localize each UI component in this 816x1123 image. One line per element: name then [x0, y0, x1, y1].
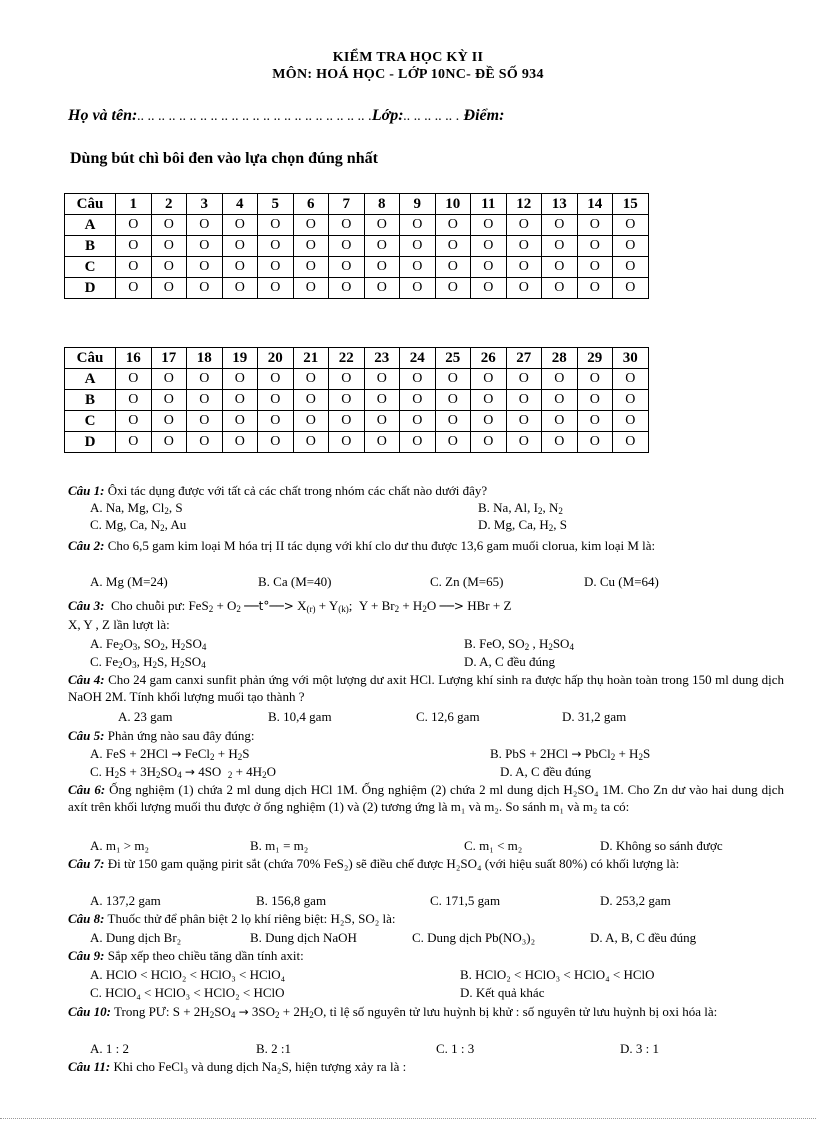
q8-option-d[interactable]: D. A, B, C đều đúng — [590, 930, 697, 945]
answer-bubble-q25-d[interactable]: O — [435, 432, 471, 453]
answer-bubble-q5-c[interactable]: O — [258, 257, 294, 278]
class-label: Lớp: — [371, 107, 404, 124]
answer-bubble-q6-d[interactable]: O — [293, 278, 329, 299]
answer-bubble-q26-d[interactable]: O — [471, 432, 507, 453]
answer-bubble-q7-c[interactable]: O — [329, 257, 365, 278]
answer-bubble-q19-d[interactable]: O — [222, 432, 258, 453]
exam-subtitle: MÔN: HOÁ HỌC - LỚP 10NC- ĐỀ SỐ 934 — [272, 67, 544, 82]
question-number-header: 5 — [258, 194, 294, 215]
answer-bubble-q10-d[interactable]: O — [435, 278, 471, 299]
answer-bubble-q22-c[interactable]: O — [329, 411, 365, 432]
answer-bubble-q25-c[interactable]: O — [435, 411, 471, 432]
question-4 — [68, 671, 784, 705]
answer-bubble-q28-a[interactable]: O — [542, 369, 578, 390]
question-number-header: 30 — [613, 348, 649, 369]
answer-bubble-q14-b[interactable]: O — [577, 236, 613, 257]
question-label: Câu 2: — [68, 538, 105, 553]
answer-bubble-q8-d[interactable]: O — [364, 278, 400, 299]
answer-bubble-q5-b[interactable]: O — [258, 236, 294, 257]
question-2 — [68, 537, 784, 554]
q5-option-d[interactable]: D. A, C đều đúng — [500, 764, 591, 779]
answer-bubble-q12-b[interactable]: O — [506, 236, 542, 257]
answer-bubble-q8-b[interactable]: O — [364, 236, 400, 257]
answer-bubble-q21-a[interactable]: O — [293, 369, 329, 390]
answer-bubble-q4-c[interactable]: O — [222, 257, 258, 278]
q4-option-c[interactable]: C. 12,6 gam — [416, 709, 480, 724]
answer-bubble-q8-c[interactable]: O — [364, 257, 400, 278]
question-number-header: 21 — [293, 348, 329, 369]
question-1 — [68, 482, 784, 499]
q3-option-c[interactable]: C. $Fe_2O_3$, $H_2S$, $H_2SO_4$ — [90, 654, 206, 670]
answer-bubble-q7-a[interactable]: O — [329, 215, 365, 236]
answer-bubble-q15-a[interactable]: O — [613, 215, 649, 236]
answer-bubble-q20-c[interactable]: O — [258, 411, 294, 432]
question-text: Phản ứng nào sau đây đúng: — [107, 728, 255, 743]
answer-bubble-q26-b[interactable]: O — [471, 390, 507, 411]
answer-bubble-q10-c[interactable]: O — [435, 257, 471, 278]
answer-bubble-q19-c[interactable]: O — [222, 411, 258, 432]
answer-bubble-q20-a[interactable]: O — [258, 369, 294, 390]
answer-bubble-q27-d[interactable]: O — [506, 432, 542, 453]
answer-bubble-q11-a[interactable]: O — [471, 215, 507, 236]
answer-bubble-q30-a[interactable]: O — [613, 369, 649, 390]
answer-bubble-q26-c[interactable]: O — [471, 411, 507, 432]
answer-bubble-q2-c[interactable]: O — [151, 257, 187, 278]
question-number-header: 12 — [506, 194, 542, 215]
question-number-header: 1 — [116, 194, 152, 215]
answer-bubble-q30-c[interactable]: O — [613, 411, 649, 432]
exam-title: KIỂM TRA HỌC KỲ II — [332, 50, 484, 65]
q9-option-b[interactable]: B. HClO₂ < HClO₃ < HClO₄ < HClO — [460, 967, 655, 982]
answer-bubble-q7-b[interactable]: O — [329, 236, 365, 257]
question-text: , tỉ lệ số nguyên tử lưu huỳnh bị khử : số nguyên tử lưu huỳnh bị oxi hóa là: — [323, 1004, 718, 1019]
answer-bubble-q6-b[interactable]: O — [293, 236, 329, 257]
answer-bubble-q12-c[interactable]: O — [506, 257, 542, 278]
q8-option-c[interactable]: C. Dung dịch Pb(NO₃)₂ — [412, 930, 536, 945]
option-row-label: C — [65, 257, 116, 278]
answer-bubble-q21-d[interactable]: O — [293, 432, 329, 453]
question-number-header: 8 — [364, 194, 400, 215]
question-label: Câu 9: — [68, 948, 105, 963]
answer-bubble-q8-a[interactable]: O — [364, 215, 400, 236]
question-number-header: 15 — [613, 194, 649, 215]
answer-bubble-q29-a[interactable]: O — [577, 369, 613, 390]
answer-bubble-q2-a[interactable]: O — [151, 215, 187, 236]
question-text: Ống nghiệm (1) chứa 2 ml dung dịch HCl 1M. Ống nghiệm (2) chứa 2 ml dung dịch H₂SO₄ 1M. Cho Zn dư vào hai dung dịch axít trên khối lượng muối thu được ở ống nghiệm (1) và (2) tương ứng là m₁ và m₂. So sánh m₁ và m₂ ta có: — [68, 782, 784, 814]
q7-option-d[interactable]: D. 253,2 gam — [600, 893, 671, 908]
question-label: Câu 3: — [68, 598, 105, 613]
q1-option-b[interactable]: B. Na, Al, $I_2$, $N_2$ — [478, 500, 563, 516]
question-number-header: 16 — [116, 348, 152, 369]
q3-option-b[interactable]: B. FeO, $SO_2$ , $H_2SO_4$ — [464, 636, 574, 652]
question-7 — [68, 855, 784, 872]
q1-option-a[interactable]: A. Na, Mg, $Cl_2$, S — [90, 500, 183, 516]
answer-bubble-q11-b[interactable]: O — [471, 236, 507, 257]
question-number-header: 29 — [577, 348, 613, 369]
answer-bubble-q21-b[interactable]: O — [293, 390, 329, 411]
answer-bubble-q3-b[interactable]: O — [187, 236, 223, 257]
q5-option-b[interactable]: B. PbS + 2HCl → PbCl$_2$ + $H_2S$ — [490, 746, 651, 762]
answer-bubble-q25-a[interactable]: O — [435, 369, 471, 390]
answer-bubble-q2-d[interactable]: O — [151, 278, 187, 299]
name-label: Họ và tên: — [68, 107, 138, 124]
question-label: Câu 1: — [68, 483, 105, 498]
question-10: Câu 10: Trong PƯ: $S + 2H_2SO_4 \to 3SO_2 + 2H_2O$, tỉ lệ số nguyên tử lưu huỳnh bị khử : số nguyên tử lưu huỳnh bị oxi hóa là: — [68, 1004, 718, 1020]
answer-bubble-q13-d[interactable]: O — [542, 278, 578, 299]
answer-bubble-q22-a[interactable]: O — [329, 369, 365, 390]
answer-bubble-q9-c[interactable]: O — [400, 257, 436, 278]
question-number-header: 3 — [187, 194, 223, 215]
class-field[interactable]: .. .. .. .. .. . — [403, 109, 460, 124]
answer-bubble-q9-a[interactable]: O — [400, 215, 436, 236]
answer-bubble-q2-b[interactable]: O — [151, 236, 187, 257]
answer-bubble-q24-d[interactable]: O — [400, 432, 436, 453]
question-number-header: 10 — [435, 194, 471, 215]
question-number-header: 24 — [400, 348, 436, 369]
answer-bubble-q24-b[interactable]: O — [400, 390, 436, 411]
answer-bubble-q16-a[interactable]: O — [116, 369, 152, 390]
q2-option-d[interactable]: D. Cu (M=64) — [584, 574, 659, 589]
answer-bubble-q15-c[interactable]: O — [613, 257, 649, 278]
question-number-header: 6 — [293, 194, 329, 215]
question-text: Khi cho FeCl₃ và dung dịch Na₂S, hiện tượng xảy ra là : — [113, 1059, 407, 1074]
page-bottom-divider — [0, 1118, 816, 1119]
answer-bubble-q3-c[interactable]: O — [187, 257, 223, 278]
answer-bubble-q24-c[interactable]: O — [400, 411, 436, 432]
answer-bubble-q17-d[interactable]: O — [151, 432, 187, 453]
answer-bubble-q1-c[interactable]: O — [116, 257, 152, 278]
answer-bubble-q12-a[interactable]: O — [506, 215, 542, 236]
q3-option-a[interactable]: A. $Fe_2O_3$, $SO_2$, $H_2SO_4$ — [90, 636, 207, 652]
question-8 — [68, 910, 784, 927]
answer-bubble-q9-b[interactable]: O — [400, 236, 436, 257]
question-number-header: 22 — [329, 348, 365, 369]
question-label: Câu 8: — [68, 911, 105, 926]
q6-option-b[interactable]: B. m₁ = m₂ — [250, 838, 309, 853]
question-number-header: 26 — [471, 348, 507, 369]
answer-bubble-q1-a[interactable]: O — [116, 215, 152, 236]
question-number-header: 9 — [400, 194, 436, 215]
q2-option-a[interactable]: A. Mg (M=24) — [90, 574, 168, 589]
answer-bubble-q6-c[interactable]: O — [293, 257, 329, 278]
q1-option-c[interactable]: C. Mg, Ca, $N_2$, Au — [90, 517, 187, 533]
answer-bubble-q5-d[interactable]: O — [258, 278, 294, 299]
answer-bubble-q29-b[interactable]: O — [577, 390, 613, 411]
question-number-header: 20 — [258, 348, 294, 369]
answer-bubble-q16-d[interactable]: O — [116, 432, 152, 453]
answer-bubble-q23-b[interactable]: O — [364, 390, 400, 411]
table-corner-label: Câu — [65, 194, 116, 215]
answer-bubble-q20-d[interactable]: O — [258, 432, 294, 453]
instruction: Dùng bút chì bôi đen vào lựa chọn đúng nhất — [70, 150, 378, 167]
q2-option-b[interactable]: B. Ca (M=40) — [258, 574, 332, 589]
question-text: Sắp xếp theo chiều tăng dần tính axit: — [107, 948, 304, 963]
answer-bubble-q4-b[interactable]: O — [222, 236, 258, 257]
answer-bubble-q25-b[interactable]: O — [435, 390, 471, 411]
q1-option-d[interactable]: D. Mg, Ca, $H_2$, S — [478, 517, 568, 533]
answer-bubble-q11-c[interactable]: O — [471, 257, 507, 278]
q10-option-a[interactable]: A. 1 : 2 — [90, 1041, 129, 1056]
q6-option-c[interactable]: C. m₁ < m₂ — [464, 838, 523, 853]
question-label: Câu 10: — [68, 1004, 111, 1019]
question-label: Câu 4: — [68, 672, 105, 687]
answer-bubble-q21-c[interactable]: O — [293, 411, 329, 432]
question-text: Cho 6,5 gam kim loại M hóa trị II tác dụng với khí clo dư thu được 13,6 gam muối clorua, kim loại M là: — [107, 538, 656, 553]
question-label: Câu 6: — [68, 782, 106, 797]
q6-option-a[interactable]: A. m₁ > m₂ — [90, 838, 150, 853]
question-text: Ôxi tác dụng được với tất cả các chất trong nhóm các chất nào dưới đây? — [107, 483, 488, 498]
option-row-label: A — [65, 369, 116, 390]
q9-option-d[interactable]: D. Kết quả khác — [460, 985, 545, 1000]
q5-option-a[interactable]: A. FeS + 2HCl → FeCl$_2$ + $H_2S$ — [90, 746, 250, 762]
answer-bubble-q29-c[interactable]: O — [577, 411, 613, 432]
answer-bubble-q10-a[interactable]: O — [435, 215, 471, 236]
question-9 — [68, 947, 784, 964]
question-text: Thuốc thử để phân biệt 2 lọ khí riêng biệt: H₂S, SO₂ là: — [107, 911, 396, 926]
q2-option-c[interactable]: C. Zn (M=65) — [430, 574, 504, 589]
question-label: Câu 7: — [68, 856, 105, 871]
answer-bubble-q6-a[interactable]: O — [293, 215, 329, 236]
student-info-line — [68, 107, 504, 125]
answer-bubble-q30-d[interactable]: O — [613, 432, 649, 453]
answer-bubble-q26-a[interactable]: O — [471, 369, 507, 390]
option-row-label: A — [65, 215, 116, 236]
answer-bubble-q3-d[interactable]: O — [187, 278, 223, 299]
answer-bubble-q17-c[interactable]: O — [151, 411, 187, 432]
answer-bubble-q16-c[interactable]: O — [116, 411, 152, 432]
answer-bubble-q1-b[interactable]: O — [116, 236, 152, 257]
answer-bubble-q15-b[interactable]: O — [613, 236, 649, 257]
q6-option-d[interactable]: D. Không so sánh được — [600, 838, 723, 853]
answer-bubble-q14-a[interactable]: O — [577, 215, 613, 236]
q10-option-d[interactable]: D. 3 : 1 — [620, 1041, 659, 1056]
q10-option-b[interactable]: B. 2 :1 — [256, 1041, 292, 1056]
answer-bubble-q5-a[interactable]: O — [258, 215, 294, 236]
question-number-header: 23 — [364, 348, 400, 369]
answer-bubble-q22-b[interactable]: O — [329, 390, 365, 411]
question-number-header: 7 — [329, 194, 365, 215]
answer-bubble-q19-a[interactable]: O — [222, 369, 258, 390]
answer-bubble-q30-b[interactable]: O — [613, 390, 649, 411]
answer-bubble-q18-a[interactable]: O — [187, 369, 223, 390]
question-text: Đi từ 150 gam quặng pirit sắt (chứa 70% FeS₂) sẽ điều chế được H₂SO₄ (với hiệu suất 80%) có khối lượng là: — [107, 856, 680, 871]
option-row-label: D — [65, 278, 116, 299]
q7-option-a[interactable]: A. 137,2 gam — [90, 893, 161, 908]
answer-bubble-q4-d[interactable]: O — [222, 278, 258, 299]
q4-option-a[interactable]: A. 23 gam — [118, 709, 173, 724]
answer-bubble-q16-b[interactable]: O — [116, 390, 152, 411]
answer-bubble-q19-b[interactable]: O — [222, 390, 258, 411]
answer-bubble-q23-d[interactable]: O — [364, 432, 400, 453]
answer-bubble-q28-c[interactable]: O — [542, 411, 578, 432]
answer-bubble-q27-a[interactable]: O — [506, 369, 542, 390]
score-label: Điểm: — [463, 107, 505, 124]
answer-bubble-q24-a[interactable]: O — [400, 369, 436, 390]
question-number-header: 14 — [577, 194, 613, 215]
question-label: Câu 11: — [68, 1059, 111, 1074]
q5-option-c[interactable]: C. $H_2S + 3H_2SO_4 \to 4SO$ $_2 + 4H_2O$ — [90, 764, 276, 780]
q4-option-b[interactable]: B. 10,4 gam — [268, 709, 332, 724]
answer-bubble-q23-a[interactable]: O — [364, 369, 400, 390]
answer-table-1 — [64, 193, 649, 299]
question-3-line2: X, Y , Z lần lượt là: — [68, 617, 170, 632]
answer-bubble-q28-d[interactable]: O — [542, 432, 578, 453]
q4-option-d[interactable]: D. 31,2 gam — [562, 709, 627, 724]
question-number-header: 11 — [471, 194, 507, 215]
answer-bubble-q18-c[interactable]: O — [187, 411, 223, 432]
q9-option-a[interactable]: A. HClO < HClO₂ < HClO₃ < HClO₄ — [90, 967, 286, 982]
option-row-label: D — [65, 432, 116, 453]
table-corner-label: Câu — [65, 348, 116, 369]
q7-option-b[interactable]: B. 156,8 gam — [256, 893, 327, 908]
option-row-label: C — [65, 411, 116, 432]
answer-bubble-q23-c[interactable]: O — [364, 411, 400, 432]
answer-bubble-q18-d[interactable]: O — [187, 432, 223, 453]
answer-bubble-q10-b[interactable]: O — [435, 236, 471, 257]
answer-bubble-q29-d[interactable]: O — [577, 432, 613, 453]
question-number-header: 13 — [542, 194, 578, 215]
answer-bubble-q7-d[interactable]: O — [329, 278, 365, 299]
question-number-header: 19 — [222, 348, 258, 369]
answer-bubble-q17-b[interactable]: O — [151, 390, 187, 411]
q8-option-b[interactable]: B. Dung dịch NaOH — [250, 930, 357, 945]
answer-bubble-q17-a[interactable]: O — [151, 369, 187, 390]
answer-bubble-q13-c[interactable]: O — [542, 257, 578, 278]
answer-bubble-q9-d[interactable]: O — [400, 278, 436, 299]
q10-option-c[interactable]: C. 1 : 3 — [436, 1041, 475, 1056]
answer-bubble-q13-a[interactable]: O — [542, 215, 578, 236]
answer-bubble-q13-b[interactable]: O — [542, 236, 578, 257]
question-label: Câu 5: — [68, 728, 105, 743]
answer-bubble-q11-d[interactable]: O — [471, 278, 507, 299]
question-11 — [68, 1058, 784, 1075]
answer-bubble-q14-c[interactable]: O — [577, 257, 613, 278]
answer-bubble-q15-d[interactable]: O — [613, 278, 649, 299]
question-number-header: 27 — [506, 348, 542, 369]
question-number-header: 4 — [222, 194, 258, 215]
question-number-header: 2 — [151, 194, 187, 215]
option-row-label: B — [65, 236, 116, 257]
answer-bubble-q27-b[interactable]: O — [506, 390, 542, 411]
q9-option-c[interactable]: C. HClO₄ < HClO₃ < HClO₂ < HClO — [90, 985, 285, 1000]
question-number-header: 25 — [435, 348, 471, 369]
q7-option-c[interactable]: C. 171,5 gam — [430, 893, 501, 908]
answer-bubble-q28-b[interactable]: O — [542, 390, 578, 411]
answer-bubble-q18-b[interactable]: O — [187, 390, 223, 411]
question-number-header: 18 — [187, 348, 223, 369]
q3-option-d[interactable]: D. A, C đều đúng — [464, 654, 555, 669]
answer-bubble-q3-a[interactable]: O — [187, 215, 223, 236]
question-number-header: 28 — [542, 348, 578, 369]
answer-bubble-q20-b[interactable]: O — [258, 390, 294, 411]
question-6 — [68, 781, 784, 815]
answer-bubble-q12-d[interactable]: O — [506, 278, 542, 299]
answer-bubble-q4-a[interactable]: O — [222, 215, 258, 236]
answer-bubble-q22-d[interactable]: O — [329, 432, 365, 453]
question-number-header: 17 — [151, 348, 187, 369]
answer-bubble-q14-d[interactable]: O — [577, 278, 613, 299]
answer-bubble-q27-c[interactable]: O — [506, 411, 542, 432]
name-field[interactable]: .. .. .. .. .. .. .. .. .. .. .. .. .. .. .. .. .. .. .. .. .. .. . — [137, 109, 372, 124]
question-5 — [68, 727, 784, 744]
question-text: Cho 24 gam canxi sunfit phản ứng với một lượng dư axit HCl. Lượng khí sinh ra được hấp thụ hoàn toàn trong 150 ml dung dịch NaOH 2M. Tính khối lượng muối tạo thành ? — [68, 672, 785, 704]
option-row-label: B — [65, 390, 116, 411]
question-3: Câu 3: Cho chuỗi pư: $FeS_2 + O_2$ ──t°──> $X_{(r)} + Y_{(k)}$; $Y + Br_2 + H_2O$ ──> HBr + Z — [68, 598, 512, 614]
q8-option-a[interactable]: A. Dung dịch Br₂ — [90, 930, 182, 945]
answer-bubble-q1-d[interactable]: O — [116, 278, 152, 299]
answer-table-2 — [64, 347, 649, 453]
